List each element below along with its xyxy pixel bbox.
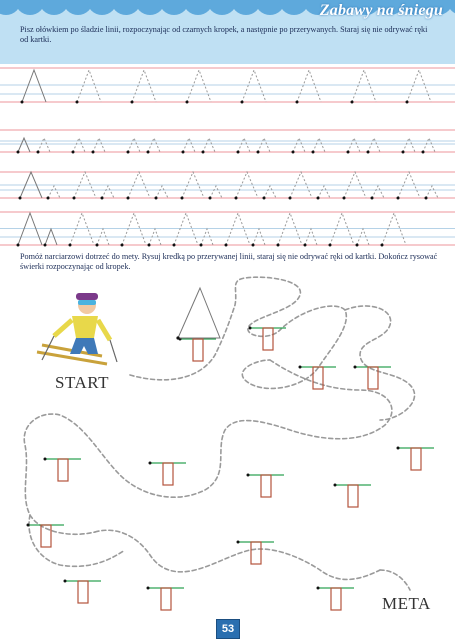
tracing-peak [317, 186, 331, 200]
tracing-peak [19, 172, 43, 200]
maze-path-right [345, 306, 415, 420]
tracing-peak [182, 138, 196, 154]
tracing-peak [252, 229, 266, 247]
spruce-trunk-icon [44, 458, 82, 482]
tracing-peak [181, 172, 205, 200]
tracing-peak [296, 70, 322, 104]
tracing-peak [356, 229, 370, 247]
tracing-peak [425, 186, 439, 200]
tracing-peak [343, 172, 367, 200]
spruce-trunk-icon [27, 524, 65, 548]
tracing-peak [17, 213, 43, 247]
spruce-trunk-icon [397, 447, 435, 471]
tracing-peak [127, 138, 141, 154]
tracing-peak [237, 138, 251, 154]
tracing-peak [121, 213, 147, 247]
tracing-peak [422, 138, 436, 154]
tracing-peak [402, 138, 416, 154]
finish-label: META [382, 594, 431, 613]
tracing-peak [173, 213, 199, 247]
tracing-peak [155, 186, 169, 200]
tracing-peak [381, 213, 407, 247]
tracing-peak [101, 186, 115, 200]
tracing-peak [406, 70, 432, 104]
tracing-peak [209, 186, 223, 200]
tracing-peak [367, 138, 381, 154]
tracing-peak [73, 172, 97, 200]
spruce-trunk-icon [247, 474, 285, 498]
page-title: Zabawy na śniegu [319, 2, 443, 19]
maze-instructions: Pomóż narciarzowi dotrzeć do mety. Rysuj kredką po przerywanej linii, staraj się nie odrywać ręki od kartki. Dokończ rysować świerki rozpoczynając od kropek. [20, 252, 438, 271]
tracing-peak [186, 70, 212, 104]
tracing-peak [76, 70, 102, 104]
spruce-trunk-icon [317, 587, 355, 611]
tracing-peak [148, 229, 162, 247]
tracing-peak [131, 70, 157, 104]
skier-icon [32, 290, 122, 370]
tracing-exercise [0, 60, 455, 250]
tracing-peak [147, 138, 161, 154]
maze-path-upper [130, 277, 346, 388]
tracing-peak [371, 186, 385, 200]
tracing-peak [241, 70, 267, 104]
tracing-peak [69, 213, 95, 247]
spruce-trunk-icon [149, 462, 187, 486]
tracing-peak [37, 138, 51, 154]
spruce-trunk-icon [147, 587, 185, 611]
spruce-trunk-icon [179, 338, 217, 362]
tracing-peak [92, 138, 106, 154]
tracing-peak [72, 138, 86, 154]
tracing-peak [347, 138, 361, 154]
tracing-peak [263, 186, 277, 200]
header-banner [0, 0, 455, 64]
maze-path-lower [95, 530, 380, 579]
tracing-peak [304, 229, 318, 247]
tracing-peak [257, 138, 271, 154]
tracing-peak [44, 229, 58, 247]
page-number: 53 [216, 619, 240, 639]
tracing-peak [225, 213, 251, 247]
tracing-peak [292, 138, 306, 154]
spruce-trunk-icon [64, 580, 102, 604]
tracing-peak [329, 213, 355, 247]
tracing-peak [17, 138, 31, 154]
tracing-peak [351, 70, 377, 104]
tracing-peak [397, 172, 421, 200]
tracing-peak [202, 138, 216, 154]
tracing-peak [127, 172, 151, 200]
spruce-trunk-icon [334, 484, 372, 508]
tracing-peak [47, 186, 61, 200]
tracing-peak [21, 70, 47, 104]
start-label: START [55, 373, 109, 392]
spruce-example [178, 288, 220, 338]
tracing-peak [277, 213, 303, 247]
tracing-peak [289, 172, 313, 200]
tracing-peak [312, 138, 326, 154]
tracing-peak [235, 172, 259, 200]
tracing-peak [200, 229, 214, 247]
tracing-peak [96, 229, 110, 247]
tracing-instructions: Pisz ołówkiem po śladzie linii, rozpoczynając od czarnych kropek, a następnie po przerywanych. Staraj się nie odrywać ręki od kartki. [20, 25, 428, 44]
